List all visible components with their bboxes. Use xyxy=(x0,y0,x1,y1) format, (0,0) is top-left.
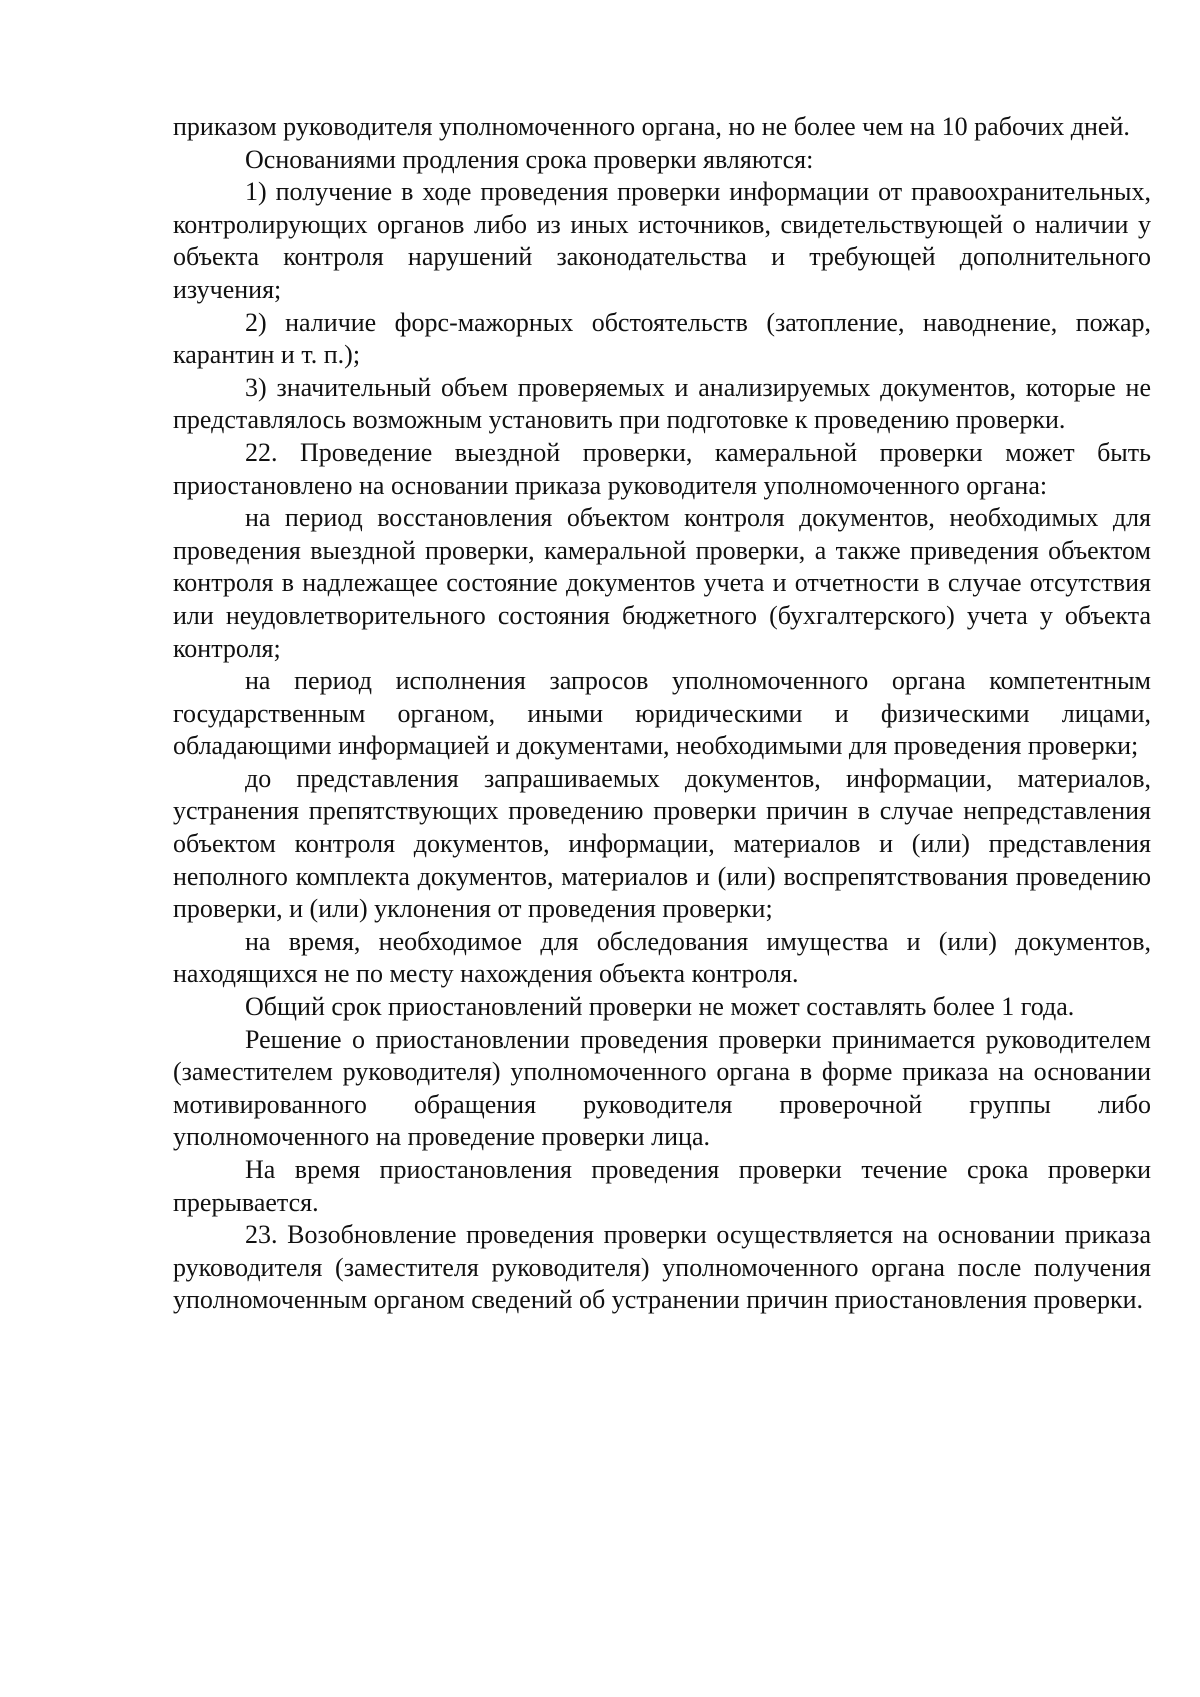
document-page xyxy=(173,111,1151,1317)
paragraph-suspension-reason-4: на время, необходимое для обследования имущества и (или) документов, находящихся не по месту нахождения объекта контроля. xyxy=(173,926,1151,989)
paragraph-suspension-reason-3: до представления запрашиваемых документов, информации, материалов, устранения препятствующих проведению проверки причин в случае непредставления объектом контроля документов, информации, материалов и (или) представления неполного комплекта документов, материалов и (или) воспрепятствования проведению проверки, и (или) уклонения от проведения проверки; xyxy=(173,763,1151,924)
paragraph-suspension-decision: Решение о приостановлении проведения проверки принимается руководителем (заместителем руководителя) уполномоченного органа в форме приказа на основании мотивированного обращения руководителя проверочной группы либо уполномоченного на проведение проверки лица. xyxy=(173,1024,1151,1152)
paragraph-suspension-reason-2: на период исполнения запросов уполномоченного органа компетентным государственным органом, иными юридическими и физическими лицами, обладающими информацией и документами, необходимыми для проведения проверки; xyxy=(173,666,1151,761)
paragraph-clause-23: 23. Возобновление проведения проверки осуществляется на основании приказа руководителя (заместителя руководителя) уполномоченного органа после получения уполномоченным органом сведений об устранении причин приостановления проверки. xyxy=(173,1220,1151,1315)
paragraph-ground-2: 2) наличие форс-мажорных обстоятельств (затопление, наводнение, пожар, карантин и т. п.); xyxy=(173,307,1151,370)
paragraph-term-interruption: На время приостановления проведения проверки течение срока проверки прерывается. xyxy=(173,1155,1151,1217)
paragraph-suspension-reason-1: на период восстановления объектом контроля документов, необходимых для проведения выездной проверки, камеральной проверки, а также приведения объектом контроля в надлежащее состояние документов учета и отчетности в случае отсутствия или неудовлетворительного состояния бюджетного (бухгалтерского) учета у объекта контроля; xyxy=(173,503,1151,663)
paragraph-ground-1: 1) получение в ходе проведения проверки информации от правоохранительных, контролирующих органов либо из иных источников, свидетельствующей о наличии у объекта контроля нарушений законодательства и требующей дополнительного изучения; xyxy=(173,177,1151,304)
paragraph-suspension-total-term: Общий срок приостановлений проверки не может составлять более 1 года. xyxy=(245,992,1075,1022)
paragraph-continuation: приказом руководителя уполномоченного органа, но не более чем на 10 рабочих дней. xyxy=(173,112,1130,141)
paragraph-ground-3: 3) значительный объем проверяемых и анализируемых документов, которые не представлялось возможным установить при подготовке к проведению проверки. xyxy=(173,372,1151,435)
paragraph-extension-grounds-intro: Основаниями продления срока проверки являются: xyxy=(245,144,814,174)
paragraph-clause-22: 22. Проведение выездной проверки, камеральной проверки может быть приостановлено на основании приказа руководителя уполномоченного органа: xyxy=(173,437,1151,500)
